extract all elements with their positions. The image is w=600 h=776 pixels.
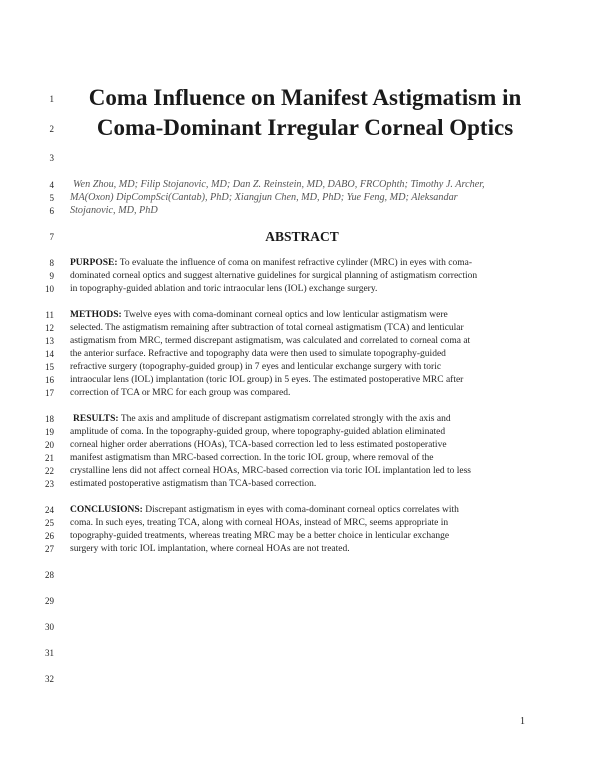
paper-title-line-1: Coma Influence on Manifest Astigmatism in: [88, 85, 522, 110]
results-line-2: amplitude of coma. In the topography-guided group, where topography-guided ablation eliminated: [70, 427, 446, 437]
line-number: 2: [49, 124, 54, 134]
line-number: 32: [45, 674, 54, 684]
results-text: The axis and amplitude of discrepant astigmatism correlated strongly with the axis and: [120, 414, 451, 424]
methods-line-5: refractive surgery (topography-guided group) in 7 eyes and lenticular exchange surgery with toric: [70, 362, 442, 372]
abstract-heading: ABSTRACT: [265, 229, 339, 244]
line-number: 25: [45, 518, 54, 528]
line-number: 14: [45, 349, 54, 359]
results-line-6: estimated postoperative astigmatism than TCA-based correction.: [70, 479, 317, 489]
methods-line-6: intraocular lens (IOL) implantation (toric IOL group) in 5 eyes. The estimated postoperative MRC after: [70, 375, 464, 385]
methods-line-1: [70, 309, 448, 321]
line-number: 21: [45, 453, 54, 463]
author-list-line-3: Stojanovic, MD, PhD: [70, 205, 158, 216]
line-number: 28: [45, 570, 54, 580]
methods-line-4: the anterior surface. Refractive and topography data were then used to simulate topography-guided: [70, 349, 446, 359]
paper-title-line-2: Coma-Dominant Irregular Corneal Optics: [96, 115, 514, 140]
results-line-5: crystalline lens did not affect corneal HOAs, MRC-based correction via toric IOL implantation led to less: [70, 466, 471, 476]
line-number: 13: [45, 336, 54, 346]
results-line-4: manifest astigmatism than MRC-based correction. In the toric IOL group, where removal of the: [70, 453, 434, 463]
purpose-line-2: dominated corneal optics and suggest alternative guidelines for surgical planning of astigmatism correction: [70, 271, 478, 281]
methods-text: Twelve eyes with coma-dominant corneal optics and low lenticular astigmatism were: [123, 310, 448, 320]
line-number: 20: [45, 440, 54, 450]
line-number: 11: [45, 310, 54, 320]
results-label: RESULTS:: [73, 414, 119, 424]
conclusions-label: CONCLUSIONS:: [70, 505, 143, 515]
line-number: 6: [49, 206, 54, 216]
methods-line-3: astigmatism from MRC, termed discrepant astigmatism, was calculated and correlated to corneal coma at: [70, 336, 471, 346]
line-number: 27: [45, 544, 54, 554]
purpose-label: PURPOSE:: [70, 258, 118, 268]
conclusions-text: Discrepant astigmatism in eyes with coma-dominant corneal optics correlates with: [145, 505, 459, 515]
line-number: 17: [45, 388, 54, 398]
line-number: 18: [45, 414, 54, 424]
line-number: 4: [49, 180, 54, 190]
page-number: 1: [520, 716, 525, 727]
line-number: 8: [49, 258, 54, 268]
purpose-line-3: in topography-guided ablation and toric intraocular lens (IOL) exchange surgery.: [70, 284, 378, 294]
author-list-line-2: MA(Oxon) DipCompSci(Cantab), PhD; Xiangjun Chen, MD, PhD; Yue Feng, MD; Aleksandar: [70, 192, 458, 203]
line-number: 3: [49, 153, 54, 163]
methods-line-2: selected. The astigmatism remaining after subtraction of total corneal astigmatism (TCA) and lenticular: [70, 323, 464, 333]
conclusions-line-4: surgery with toric IOL implantation, where corneal HOAs are not treated.: [70, 544, 350, 554]
purpose-line-1: [70, 257, 472, 269]
conclusions-line-3: topography-guided treatments, whereas treating MRC may be a better choice in lenticular exchange: [70, 531, 450, 541]
purpose-text: To evaluate the influence of coma on manifest refractive cylinder (MRC) in eyes with coma-: [119, 258, 473, 268]
line-number: 7: [49, 232, 54, 242]
results-line-3: corneal higher order aberrations (HOAs), TCA-based correction led to less estimated postoperative: [70, 440, 447, 450]
line-number: 30: [45, 622, 54, 632]
line-number: 23: [45, 479, 54, 489]
line-number: 16: [45, 375, 54, 385]
line-number: 15: [45, 362, 54, 372]
methods-label: METHODS:: [70, 310, 122, 320]
results-line-1: [73, 413, 451, 425]
line-number: 24: [45, 505, 54, 515]
line-number: 29: [45, 596, 54, 606]
conclusions-line-1: [70, 504, 459, 516]
line-number: 22: [45, 466, 54, 476]
line-number: 19: [45, 427, 54, 437]
line-number: 5: [49, 193, 54, 203]
line-number: 31: [45, 648, 54, 658]
line-number: 26: [45, 531, 54, 541]
line-number: 9: [49, 271, 54, 281]
author-list-line-1: Wen Zhou, MD; Filip Stojanovic, MD; Dan Z. Reinstein, MD, DABO, FRCOphth; Timothy J. Archer,: [73, 179, 485, 190]
conclusions-line-2: coma. In such eyes, treating TCA, along with corneal HOAs, instead of MRC, seems appropriate in: [70, 518, 449, 528]
line-number: 10: [45, 284, 54, 294]
methods-line-7: correction of TCA or MRC for each group was compared.: [70, 388, 291, 398]
line-number: 12: [45, 323, 54, 333]
line-number: 1: [49, 94, 54, 104]
